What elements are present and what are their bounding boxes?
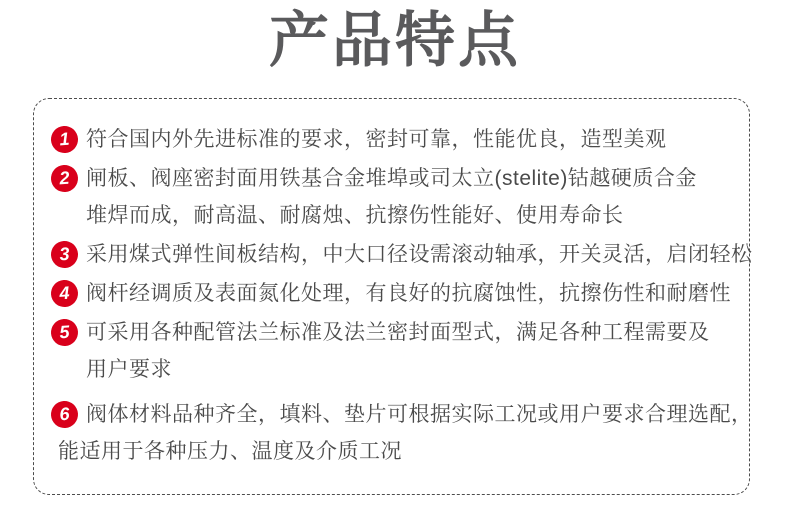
feature-number-badge: 6 bbox=[50, 400, 79, 429]
feature-number-badge: 4 bbox=[50, 279, 79, 308]
feature-line: 用户要求 bbox=[86, 358, 172, 381]
feature-text bbox=[86, 121, 667, 158]
features-panel bbox=[33, 98, 753, 495]
feature-line: 阀杆经调质及表面氮化处理，有良好的抗腐蚀性，抗擦伤性和耐磨性 bbox=[86, 282, 731, 305]
feature-number-badge: 2 bbox=[50, 164, 79, 193]
feature-number-badge: 3 bbox=[50, 240, 79, 269]
feature-line: 采用煤式弹性间板结构，中大口径设需滚动轴承，开关灵活，启闭轻松 bbox=[86, 243, 753, 266]
feature-line: 符合国内外先进标准的要求，密封可靠，性能优良，造型美观 bbox=[86, 128, 667, 151]
feature-line: 能适用于各种压力、温度及介质工况 bbox=[58, 440, 402, 463]
feature-line: 可采用各种配管法兰标准及法兰密封面型式，满足各种工程需要及 bbox=[86, 321, 710, 344]
feature-item-1 bbox=[51, 121, 737, 158]
feature-item-3 bbox=[51, 236, 753, 273]
feature-number-badge: 5 bbox=[50, 318, 79, 347]
feature-item-5 bbox=[51, 314, 737, 388]
feature-text bbox=[58, 396, 753, 470]
page-title: 产品特点 bbox=[269, 7, 521, 74]
feature-item-2 bbox=[51, 160, 737, 234]
feature-text bbox=[86, 275, 731, 312]
feature-line: 阀体材料品种齐全，填料、垫片可根据实际工况或用户要求合理选配， bbox=[86, 403, 753, 426]
feature-text bbox=[86, 236, 753, 273]
feature-line: 闸板、阀座密封面用铁基合金堆埠或司太立(stelite)钴越硬质合金 bbox=[86, 167, 697, 190]
feature-text bbox=[86, 160, 697, 234]
feature-item-4 bbox=[51, 275, 737, 312]
feature-text bbox=[86, 314, 710, 388]
feature-line: 堆焊而成，耐高温、耐腐烛、抗擦伤性能好、使用寿命长 bbox=[86, 204, 624, 227]
feature-item-6 bbox=[51, 396, 753, 470]
feature-number-badge: 1 bbox=[50, 125, 79, 154]
